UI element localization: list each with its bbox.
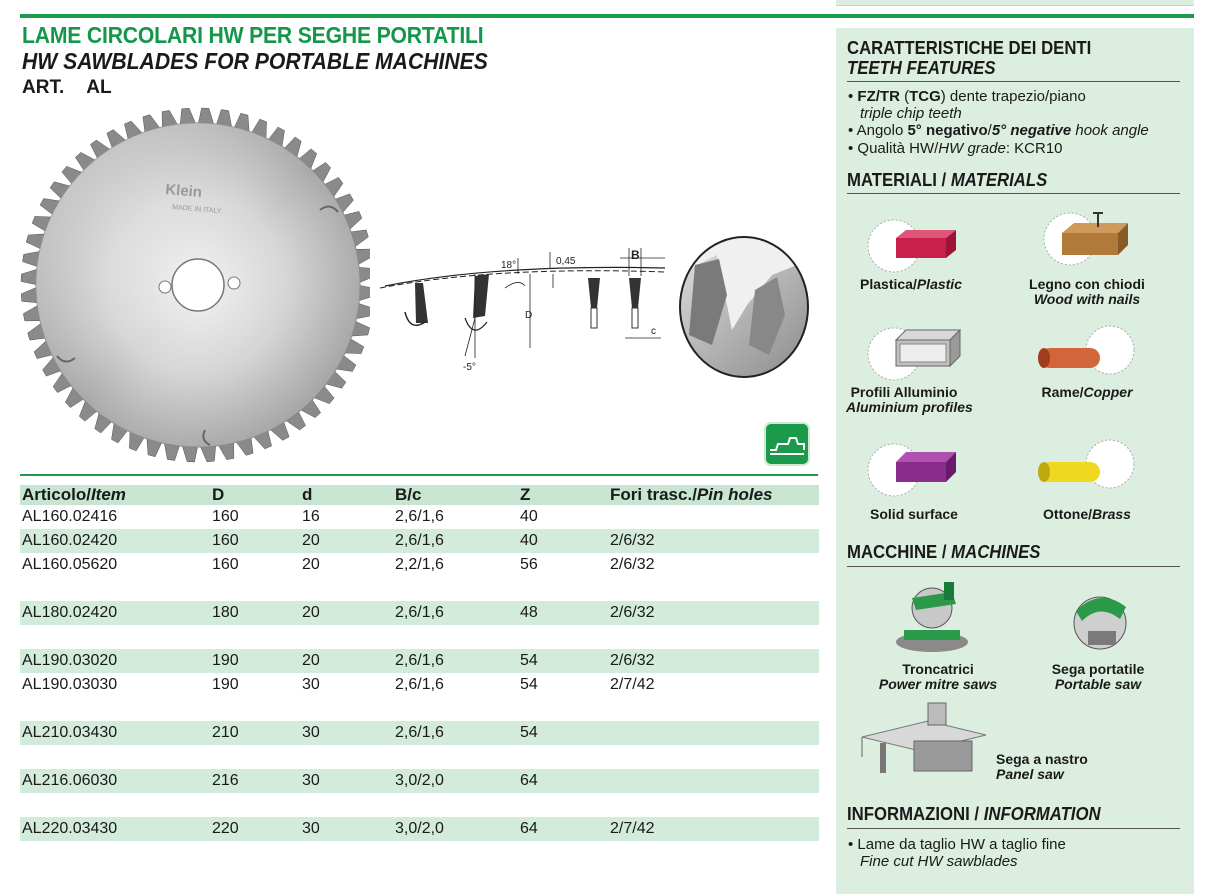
teeth-title-it: CARATTERISTICHE DEI DENTI [847, 38, 1092, 58]
info-rule [847, 828, 1180, 829]
materials-title: MATERIALI / MATERIALS [847, 170, 1048, 190]
table-spacer [20, 745, 819, 769]
col-d-header: d [302, 485, 395, 505]
materials-rule [847, 193, 1180, 194]
teeth-bullet-2: • Angolo 5° negativo/5° negative hook angle [848, 122, 1149, 139]
material-label-wood: Legno con chiodi Wood with nails [1029, 276, 1145, 307]
tooth-profile-diagram [375, 238, 667, 378]
table-spacer [20, 577, 819, 601]
header-rule [20, 14, 1194, 18]
teeth-bullet-1: • FZ/TR (TCG) dente trapezio/piano triple chip teeth [848, 88, 1086, 122]
hook-angle-label: -5° [463, 362, 476, 373]
table-row: AL180.02420 180 20 2,6/1,6 48 2/6/32 [20, 601, 819, 625]
table-row: AL190.03030 190 30 2,6/1,6 54 2/7/42 [22, 676, 655, 693]
diameter-label: D [525, 310, 533, 321]
table-row: AL220.03430 220 30 3,0/2,0 64 2/7/42 [20, 817, 819, 841]
wood-material-icon [1036, 205, 1136, 275]
mitre-saw-icon [892, 578, 972, 656]
solid-surface-material-icon [866, 432, 966, 502]
art-value: AL [86, 77, 112, 98]
material-label-copper: Rame/Copper [1041, 384, 1133, 400]
table-row: AL190.03020 190 20 2,6/1,6 54 2/6/32 [20, 649, 819, 673]
blade-brand-text: Klein [164, 181, 203, 202]
table-row: AL216.06030 216 30 3,0/2,0 64 [20, 769, 819, 793]
table-spacer [20, 697, 819, 721]
sawblade-image [20, 105, 370, 465]
blade-made-in-text: MADE IN ITALY [171, 204, 222, 216]
col-D-header: D [212, 485, 302, 505]
machines-title: MACCHINE / MACHINES [847, 542, 1041, 562]
table-row: AL160.02416 160 16 2,6/1,6 40 [22, 508, 538, 525]
section-rule [20, 474, 818, 476]
col-item-header: Articolo/Item [20, 485, 212, 505]
table-spacer [20, 793, 819, 817]
table-spacer [20, 625, 819, 649]
table-row: AL160.02420 160 20 2,6/1,6 40 2/6/32 [20, 529, 819, 553]
height-label: 0,45 [556, 256, 576, 267]
table-header-row [20, 485, 819, 505]
col-Z-header: Z [520, 485, 610, 505]
title-english: HW SAWBLADES FOR PORTABLE MACHINES [22, 48, 488, 74]
material-label-aluminium: Profili Alluminio Aluminium profiles [846, 384, 973, 415]
material-label-plastic: Plastica/Plastic [860, 276, 962, 292]
teeth-bullet-3: • Qualità HW/HW grade: KCR10 [848, 140, 1063, 157]
info-bullet-1: • Lame da taglio HW a taglio fine Fine cut HW sawblades [848, 836, 1066, 870]
machine-label-mitre-saw: Troncatrici Power mitre saws [878, 661, 998, 692]
c-label: c [651, 326, 656, 337]
material-label-solid-surface: Solid surface [870, 506, 958, 522]
article-code [22, 77, 134, 99]
title-italian: LAME CIRCOLARI HW PER SEGHE PORTATILI [22, 22, 484, 48]
panel-saw-icon [858, 697, 990, 779]
table-row: AL160.05620 160 20 2,2/1,6 56 2/6/32 [22, 556, 655, 573]
portable-saw-icon [1062, 585, 1138, 655]
material-label-brass: Ottone/Brass [1043, 506, 1131, 522]
info-title: INFORMAZIONI / INFORMATION [847, 804, 1101, 824]
col-holes-header: Fori trasc./Pin holes [610, 485, 819, 505]
brass-material-icon [1030, 432, 1140, 502]
teeth-title-en: TEETH FEATURES [847, 58, 996, 78]
top-angle-label: 18° [501, 260, 517, 271]
item-table [20, 485, 819, 841]
teeth-rule [847, 81, 1180, 82]
width-label: B [631, 248, 640, 262]
machine-label-portable-saw: Sega portatile Portable saw [1051, 661, 1145, 692]
panel-top-strip [836, 0, 1194, 6]
machine-label-panel-saw: Sega a nastro Panel saw [996, 751, 1088, 782]
machines-rule [847, 566, 1180, 567]
aluminium-material-icon [866, 318, 966, 388]
copper-material-icon [1030, 318, 1140, 388]
portable-machine-icon [766, 424, 808, 464]
tooth-zoom-image [677, 235, 811, 379]
col-Bc-header: B/c [395, 485, 520, 505]
plastic-material-icon [866, 208, 966, 278]
art-label: ART. [22, 77, 65, 98]
table-row: AL210.03430 210 30 2,6/1,6 54 [20, 721, 819, 745]
